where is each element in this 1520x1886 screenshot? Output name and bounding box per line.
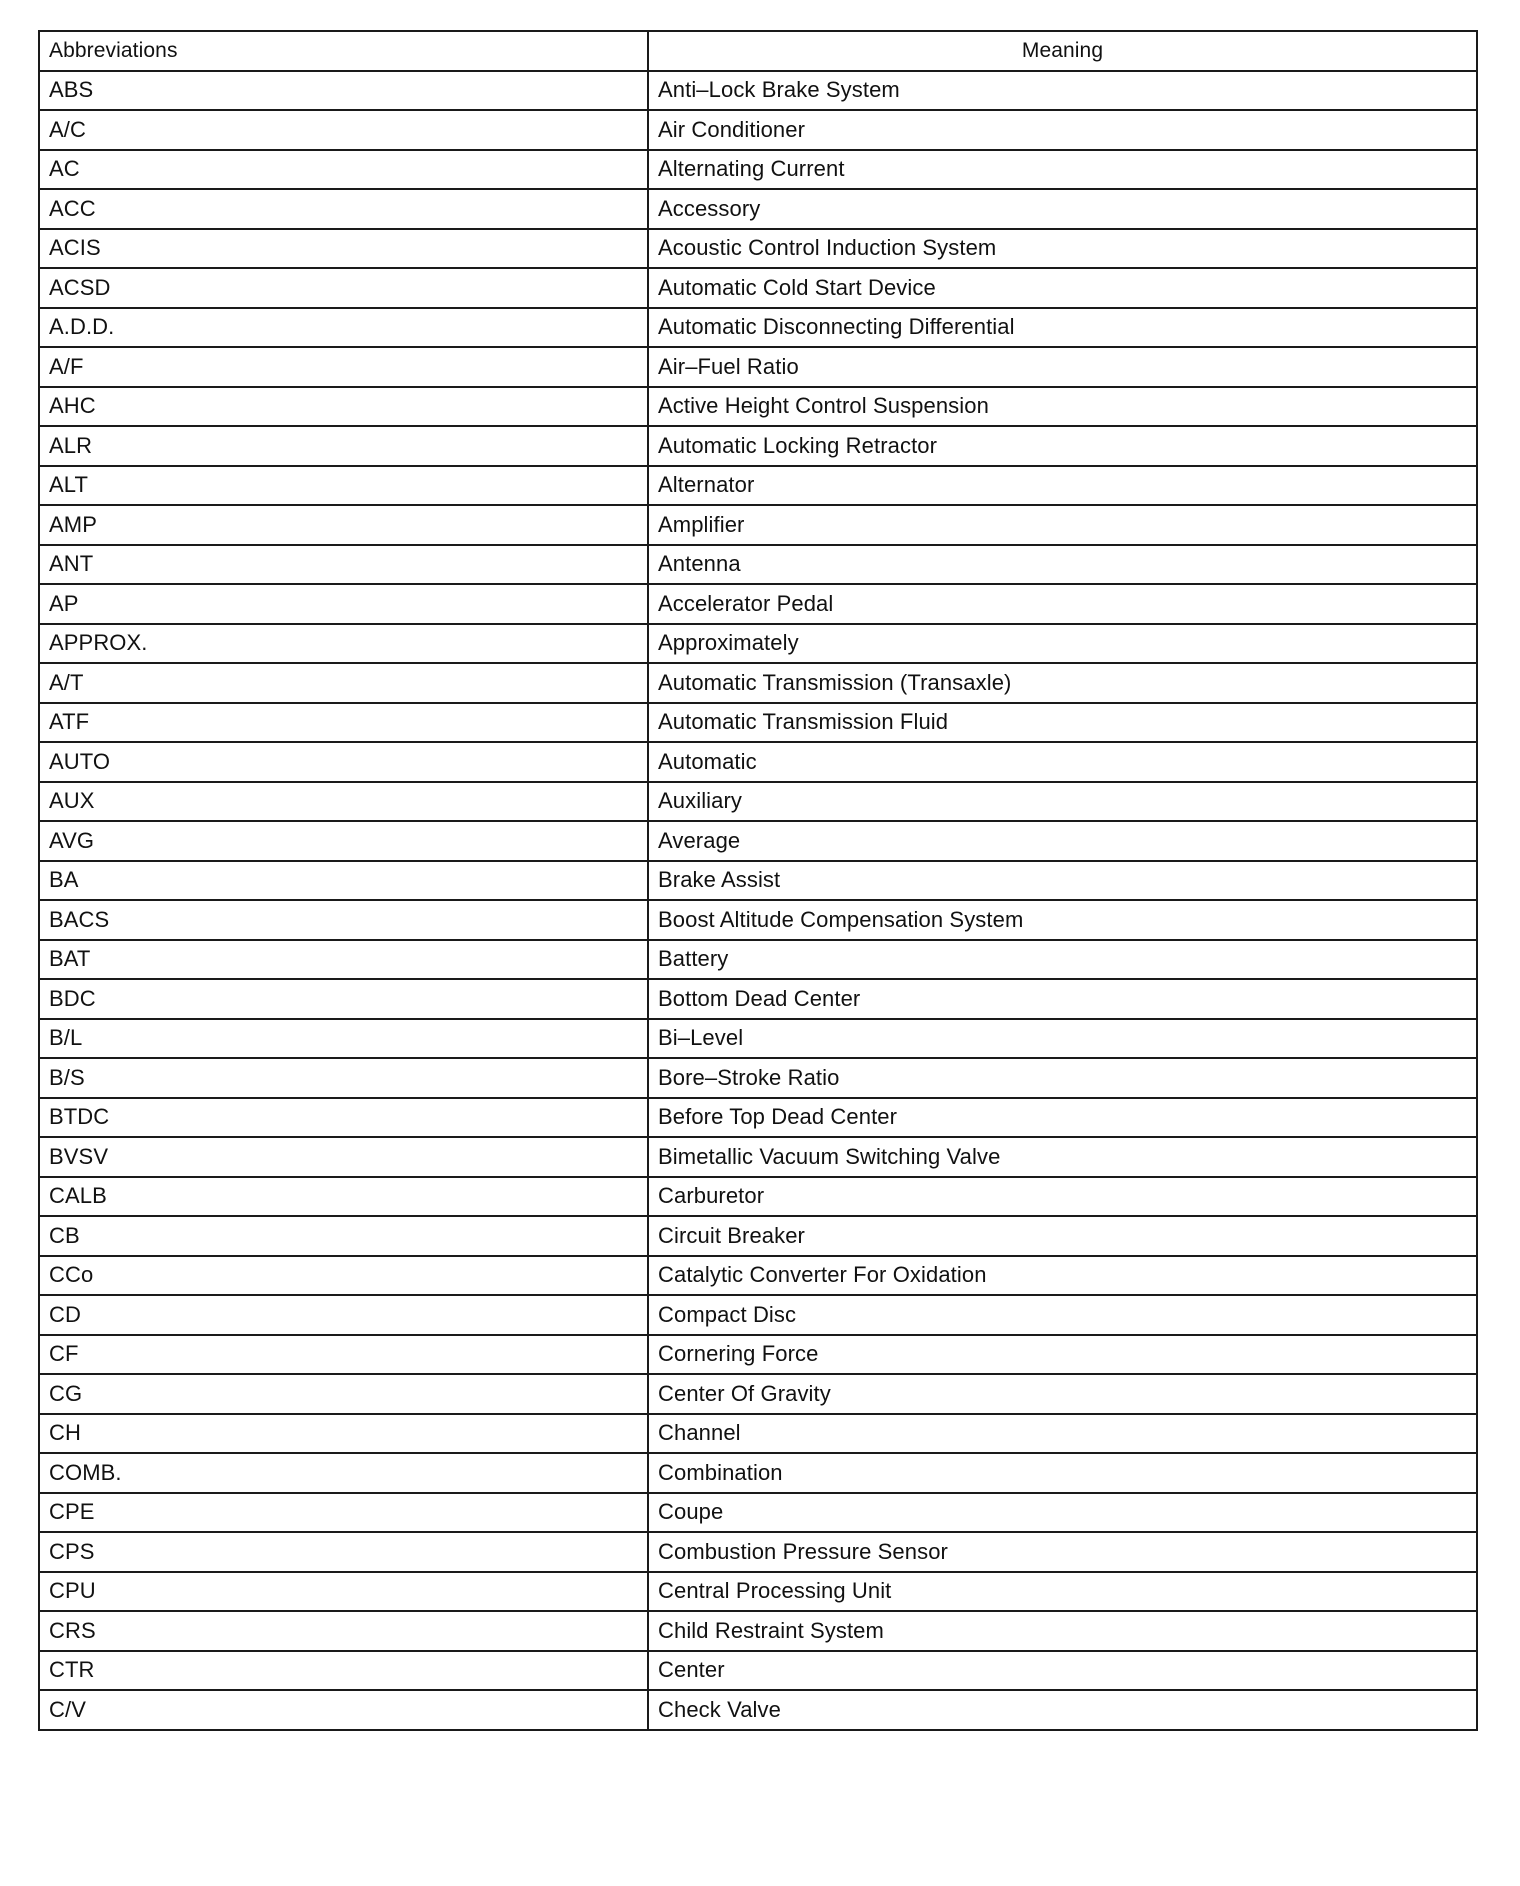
meaning-cell: Child Restraint System xyxy=(648,1611,1477,1651)
meaning-cell: Automatic Transmission Fluid xyxy=(648,703,1477,743)
table-row xyxy=(39,663,1477,703)
table-row xyxy=(39,1216,1477,1256)
table-row xyxy=(39,1651,1477,1691)
table-row xyxy=(39,1058,1477,1098)
meaning-cell: Average xyxy=(648,821,1477,861)
table-row xyxy=(39,1256,1477,1296)
abbreviation-cell: BA xyxy=(39,861,648,901)
meaning-cell: Bottom Dead Center xyxy=(648,979,1477,1019)
meaning-cell: Alternating Current xyxy=(648,150,1477,190)
abbreviation-cell: BACS xyxy=(39,900,648,940)
table-row xyxy=(39,782,1477,822)
abbreviation-cell: ACC xyxy=(39,189,648,229)
table-row xyxy=(39,268,1477,308)
meaning-cell: Catalytic Converter For Oxidation xyxy=(648,1256,1477,1296)
abbreviation-cell: COMB. xyxy=(39,1453,648,1493)
table-row xyxy=(39,979,1477,1019)
meaning-cell: Bore–Stroke Ratio xyxy=(648,1058,1477,1098)
table-row xyxy=(39,861,1477,901)
meaning-cell: Coupe xyxy=(648,1493,1477,1533)
meaning-cell: Antenna xyxy=(648,545,1477,585)
table-row xyxy=(39,110,1477,150)
meaning-cell: Center xyxy=(648,1651,1477,1691)
meaning-cell: Anti–Lock Brake System xyxy=(648,71,1477,111)
abbreviation-cell: BTDC xyxy=(39,1098,648,1138)
table-row xyxy=(39,189,1477,229)
table-row xyxy=(39,150,1477,190)
abbreviation-cell: CD xyxy=(39,1295,648,1335)
meaning-cell: Air Conditioner xyxy=(648,110,1477,150)
abbreviation-cell: A/F xyxy=(39,347,648,387)
meaning-cell: Auxiliary xyxy=(648,782,1477,822)
meaning-cell: Circuit Breaker xyxy=(648,1216,1477,1256)
meaning-cell: Automatic xyxy=(648,742,1477,782)
table-row xyxy=(39,466,1477,506)
meaning-cell: Bi–Level xyxy=(648,1019,1477,1059)
abbreviation-cell: AVG xyxy=(39,821,648,861)
abbreviation-cell: CRS xyxy=(39,1611,648,1651)
abbreviation-cell: AUTO xyxy=(39,742,648,782)
abbreviation-cell: A.D.D. xyxy=(39,308,648,348)
abbreviation-cell: ALT xyxy=(39,466,648,506)
table-row xyxy=(39,1335,1477,1375)
table-row xyxy=(39,900,1477,940)
table-row xyxy=(39,1572,1477,1612)
table-row xyxy=(39,1019,1477,1059)
meaning-cell: Accelerator Pedal xyxy=(648,584,1477,624)
abbreviation-cell: AHC xyxy=(39,387,648,427)
meaning-cell: Air–Fuel Ratio xyxy=(648,347,1477,387)
table-row xyxy=(39,1493,1477,1533)
meaning-cell: Boost Altitude Compensation System xyxy=(648,900,1477,940)
table-row xyxy=(39,1374,1477,1414)
abbreviation-cell: CTR xyxy=(39,1651,648,1691)
abbreviation-cell: CH xyxy=(39,1414,648,1454)
meaning-cell: Acoustic Control Induction System xyxy=(648,229,1477,269)
meaning-cell: Automatic Transmission (Transaxle) xyxy=(648,663,1477,703)
meaning-cell: Before Top Dead Center xyxy=(648,1098,1477,1138)
abbreviation-cell: CPS xyxy=(39,1532,648,1572)
abbreviation-cell: CALB xyxy=(39,1177,648,1217)
abbreviation-cell: AP xyxy=(39,584,648,624)
abbreviation-cell: CPU xyxy=(39,1572,648,1612)
table-row xyxy=(39,1137,1477,1177)
abbreviation-cell: B/S xyxy=(39,1058,648,1098)
abbreviation-cell: BAT xyxy=(39,940,648,980)
meaning-cell: Automatic Locking Retractor xyxy=(648,426,1477,466)
abbreviation-cell: AMP xyxy=(39,505,648,545)
table-row xyxy=(39,1690,1477,1730)
meaning-cell: Combustion Pressure Sensor xyxy=(648,1532,1477,1572)
meaning-cell: Alternator xyxy=(648,466,1477,506)
abbreviation-cell: A/T xyxy=(39,663,648,703)
abbreviation-cell: BVSV xyxy=(39,1137,648,1177)
meaning-cell: Bimetallic Vacuum Switching Valve xyxy=(648,1137,1477,1177)
table-row xyxy=(39,426,1477,466)
abbreviation-cell: CG xyxy=(39,1374,648,1414)
abbreviations-table xyxy=(38,30,1478,1731)
abbreviation-cell: ATF xyxy=(39,703,648,743)
abbreviation-cell: AUX xyxy=(39,782,648,822)
table-body xyxy=(39,71,1477,1730)
meaning-cell: Automatic Disconnecting Differential xyxy=(648,308,1477,348)
abbreviation-cell: ABS xyxy=(39,71,648,111)
table-row xyxy=(39,584,1477,624)
abbreviation-cell: C/V xyxy=(39,1690,648,1730)
table-row xyxy=(39,387,1477,427)
abbreviation-cell: CB xyxy=(39,1216,648,1256)
meaning-cell: Compact Disc xyxy=(648,1295,1477,1335)
table-row xyxy=(39,940,1477,980)
meaning-cell: Brake Assist xyxy=(648,861,1477,901)
abbreviation-cell: ACIS xyxy=(39,229,648,269)
abbreviation-cell: APPROX. xyxy=(39,624,648,664)
meaning-cell: Center Of Gravity xyxy=(648,1374,1477,1414)
table-row xyxy=(39,1098,1477,1138)
table-row xyxy=(39,821,1477,861)
table-row xyxy=(39,347,1477,387)
meaning-cell: Amplifier xyxy=(648,505,1477,545)
meaning-cell: Approximately xyxy=(648,624,1477,664)
table-row xyxy=(39,71,1477,111)
meaning-cell: Cornering Force xyxy=(648,1335,1477,1375)
abbreviation-cell: ANT xyxy=(39,545,648,585)
meaning-cell: Carburetor xyxy=(648,1177,1477,1217)
table-row xyxy=(39,545,1477,585)
table-row xyxy=(39,229,1477,269)
meaning-cell: Combination xyxy=(648,1453,1477,1493)
table-row xyxy=(39,1453,1477,1493)
table-header-row xyxy=(39,31,1477,71)
meaning-cell: Automatic Cold Start Device xyxy=(648,268,1477,308)
meaning-cell: Channel xyxy=(648,1414,1477,1454)
meaning-cell: Central Processing Unit xyxy=(648,1572,1477,1612)
table-row xyxy=(39,308,1477,348)
table-row xyxy=(39,742,1477,782)
abbreviation-cell: BDC xyxy=(39,979,648,1019)
abbreviations-column-header: Abbreviations xyxy=(39,31,648,71)
table-row xyxy=(39,1177,1477,1217)
abbreviation-cell: ALR xyxy=(39,426,648,466)
abbreviation-cell: AC xyxy=(39,150,648,190)
table-row xyxy=(39,505,1477,545)
abbreviation-cell: B/L xyxy=(39,1019,648,1059)
table-row xyxy=(39,1532,1477,1572)
table-row xyxy=(39,624,1477,664)
meaning-cell: Active Height Control Suspension xyxy=(648,387,1477,427)
table-row xyxy=(39,1414,1477,1454)
table-row xyxy=(39,1295,1477,1335)
abbreviation-cell: A/C xyxy=(39,110,648,150)
abbreviation-cell: CCo xyxy=(39,1256,648,1296)
meaning-cell: Check Valve xyxy=(648,1690,1477,1730)
table-row xyxy=(39,1611,1477,1651)
abbreviation-cell: ACSD xyxy=(39,268,648,308)
meaning-cell: Battery xyxy=(648,940,1477,980)
abbreviation-cell: CPE xyxy=(39,1493,648,1533)
abbreviation-cell: CF xyxy=(39,1335,648,1375)
table-row xyxy=(39,703,1477,743)
meaning-column-header: Meaning xyxy=(648,31,1477,71)
meaning-cell: Accessory xyxy=(648,189,1477,229)
